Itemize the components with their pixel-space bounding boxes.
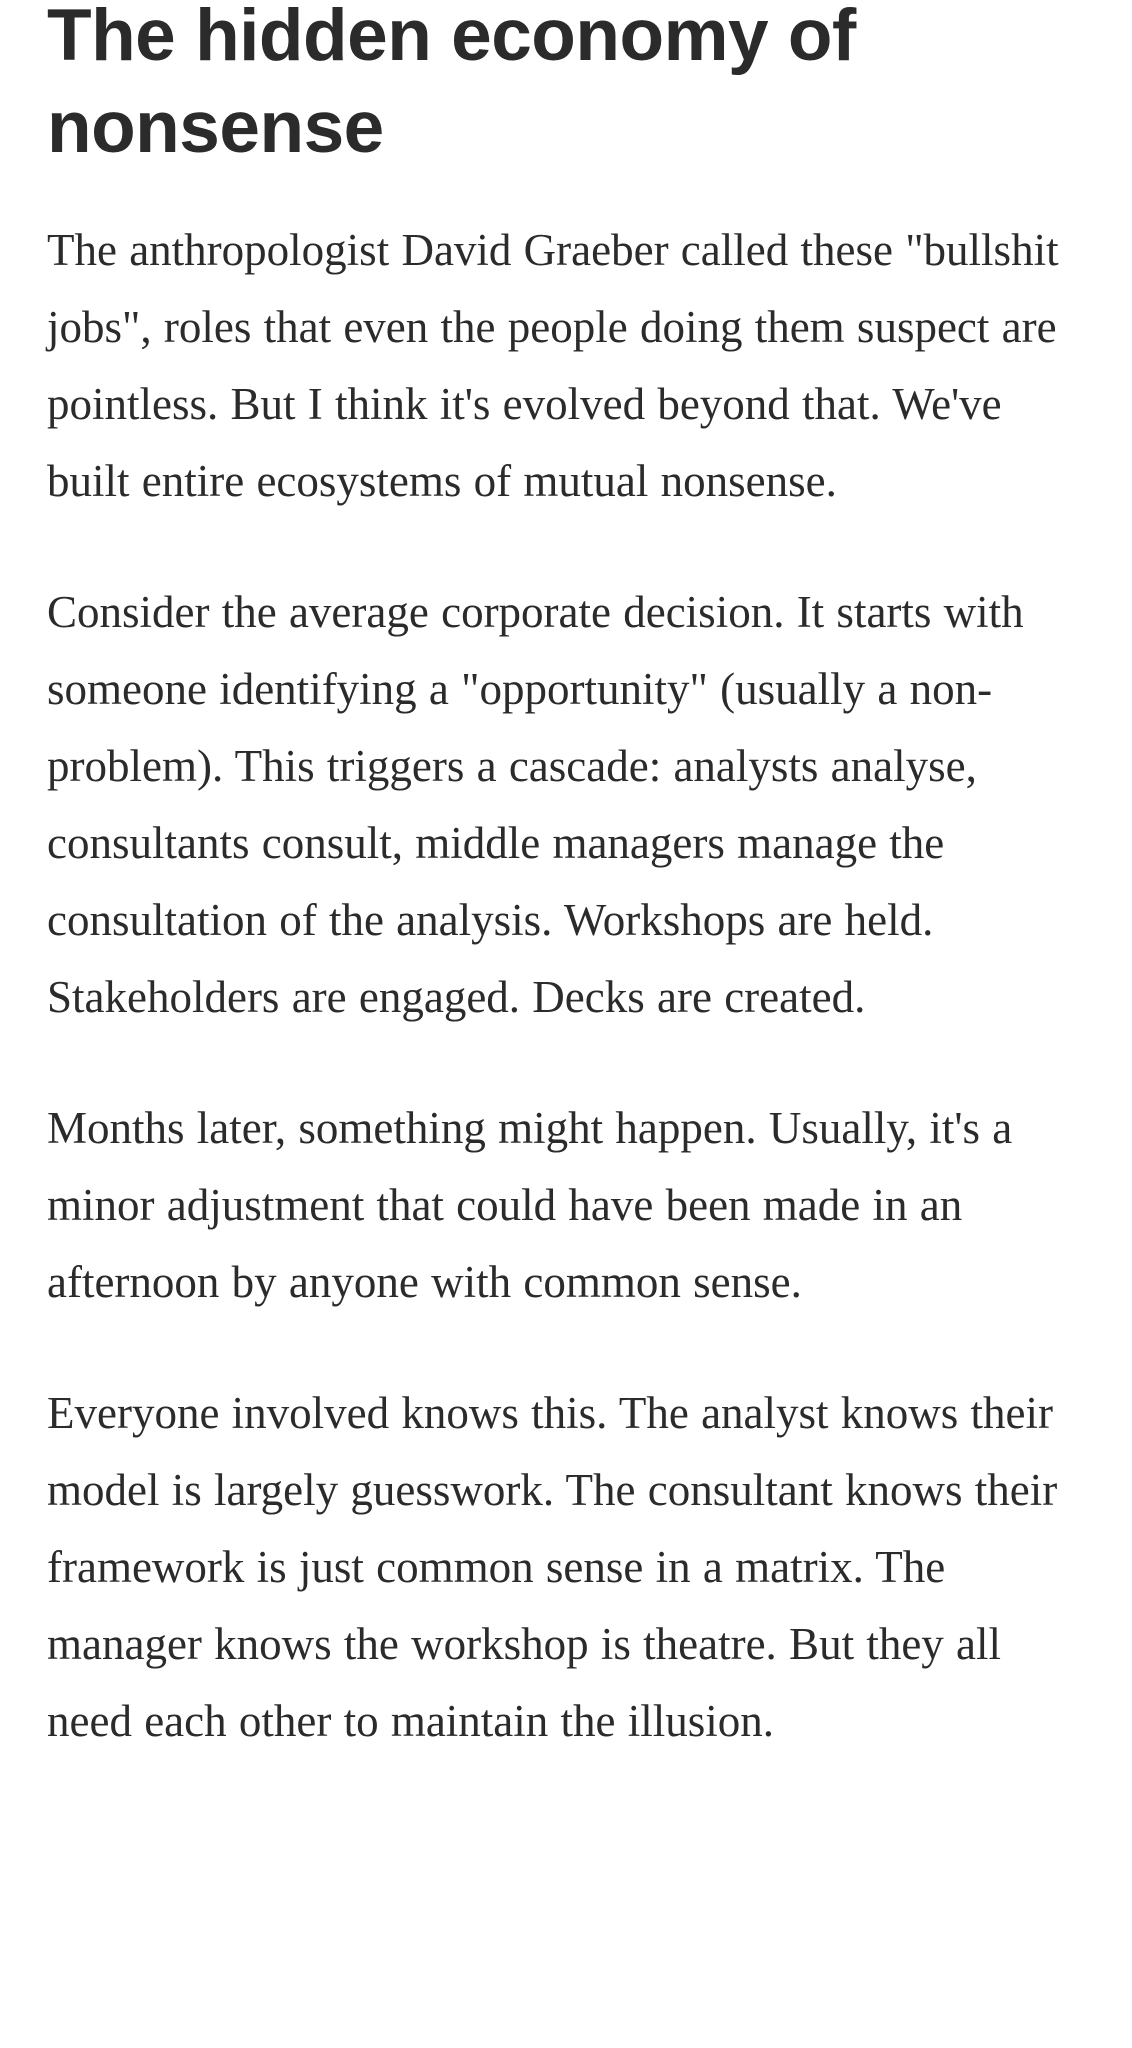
article-title: The hidden economy of nonsense (47, 0, 856, 168)
article-paragraph-2: Consider the average corporate decision. It starts with someone identifying a "opportunity" (usually a non-problem). This triggers a cascade: analysts analyse, consultants consult, middle managers manage the consultation of the analysis. Workshops are held. Stakeholders are engaged. Decks are created. (47, 587, 1024, 1022)
article-paragraph-4: Everyone involved knows this. The analyst knows their model is largely guesswork. The consultant knows their framework is just common sense in a matrix. The manager knows the workshop is theatre. But they all need each other to maintain the illusion. (47, 1388, 1058, 1746)
article (47, 0, 1092, 1760)
article-paragraph-1: The anthropologist David Graeber called these "bullshit jobs", roles that even the people doing them suspect are pointless. But I think it's evolved beyond that. We've built entire ecosystems of mutual nonsense. (47, 225, 1059, 506)
article-paragraph-3: Months later, something might happen. Usually, it's a minor adjustment that could have been made in an afternoon by anyone with common sense. (47, 1103, 1013, 1307)
